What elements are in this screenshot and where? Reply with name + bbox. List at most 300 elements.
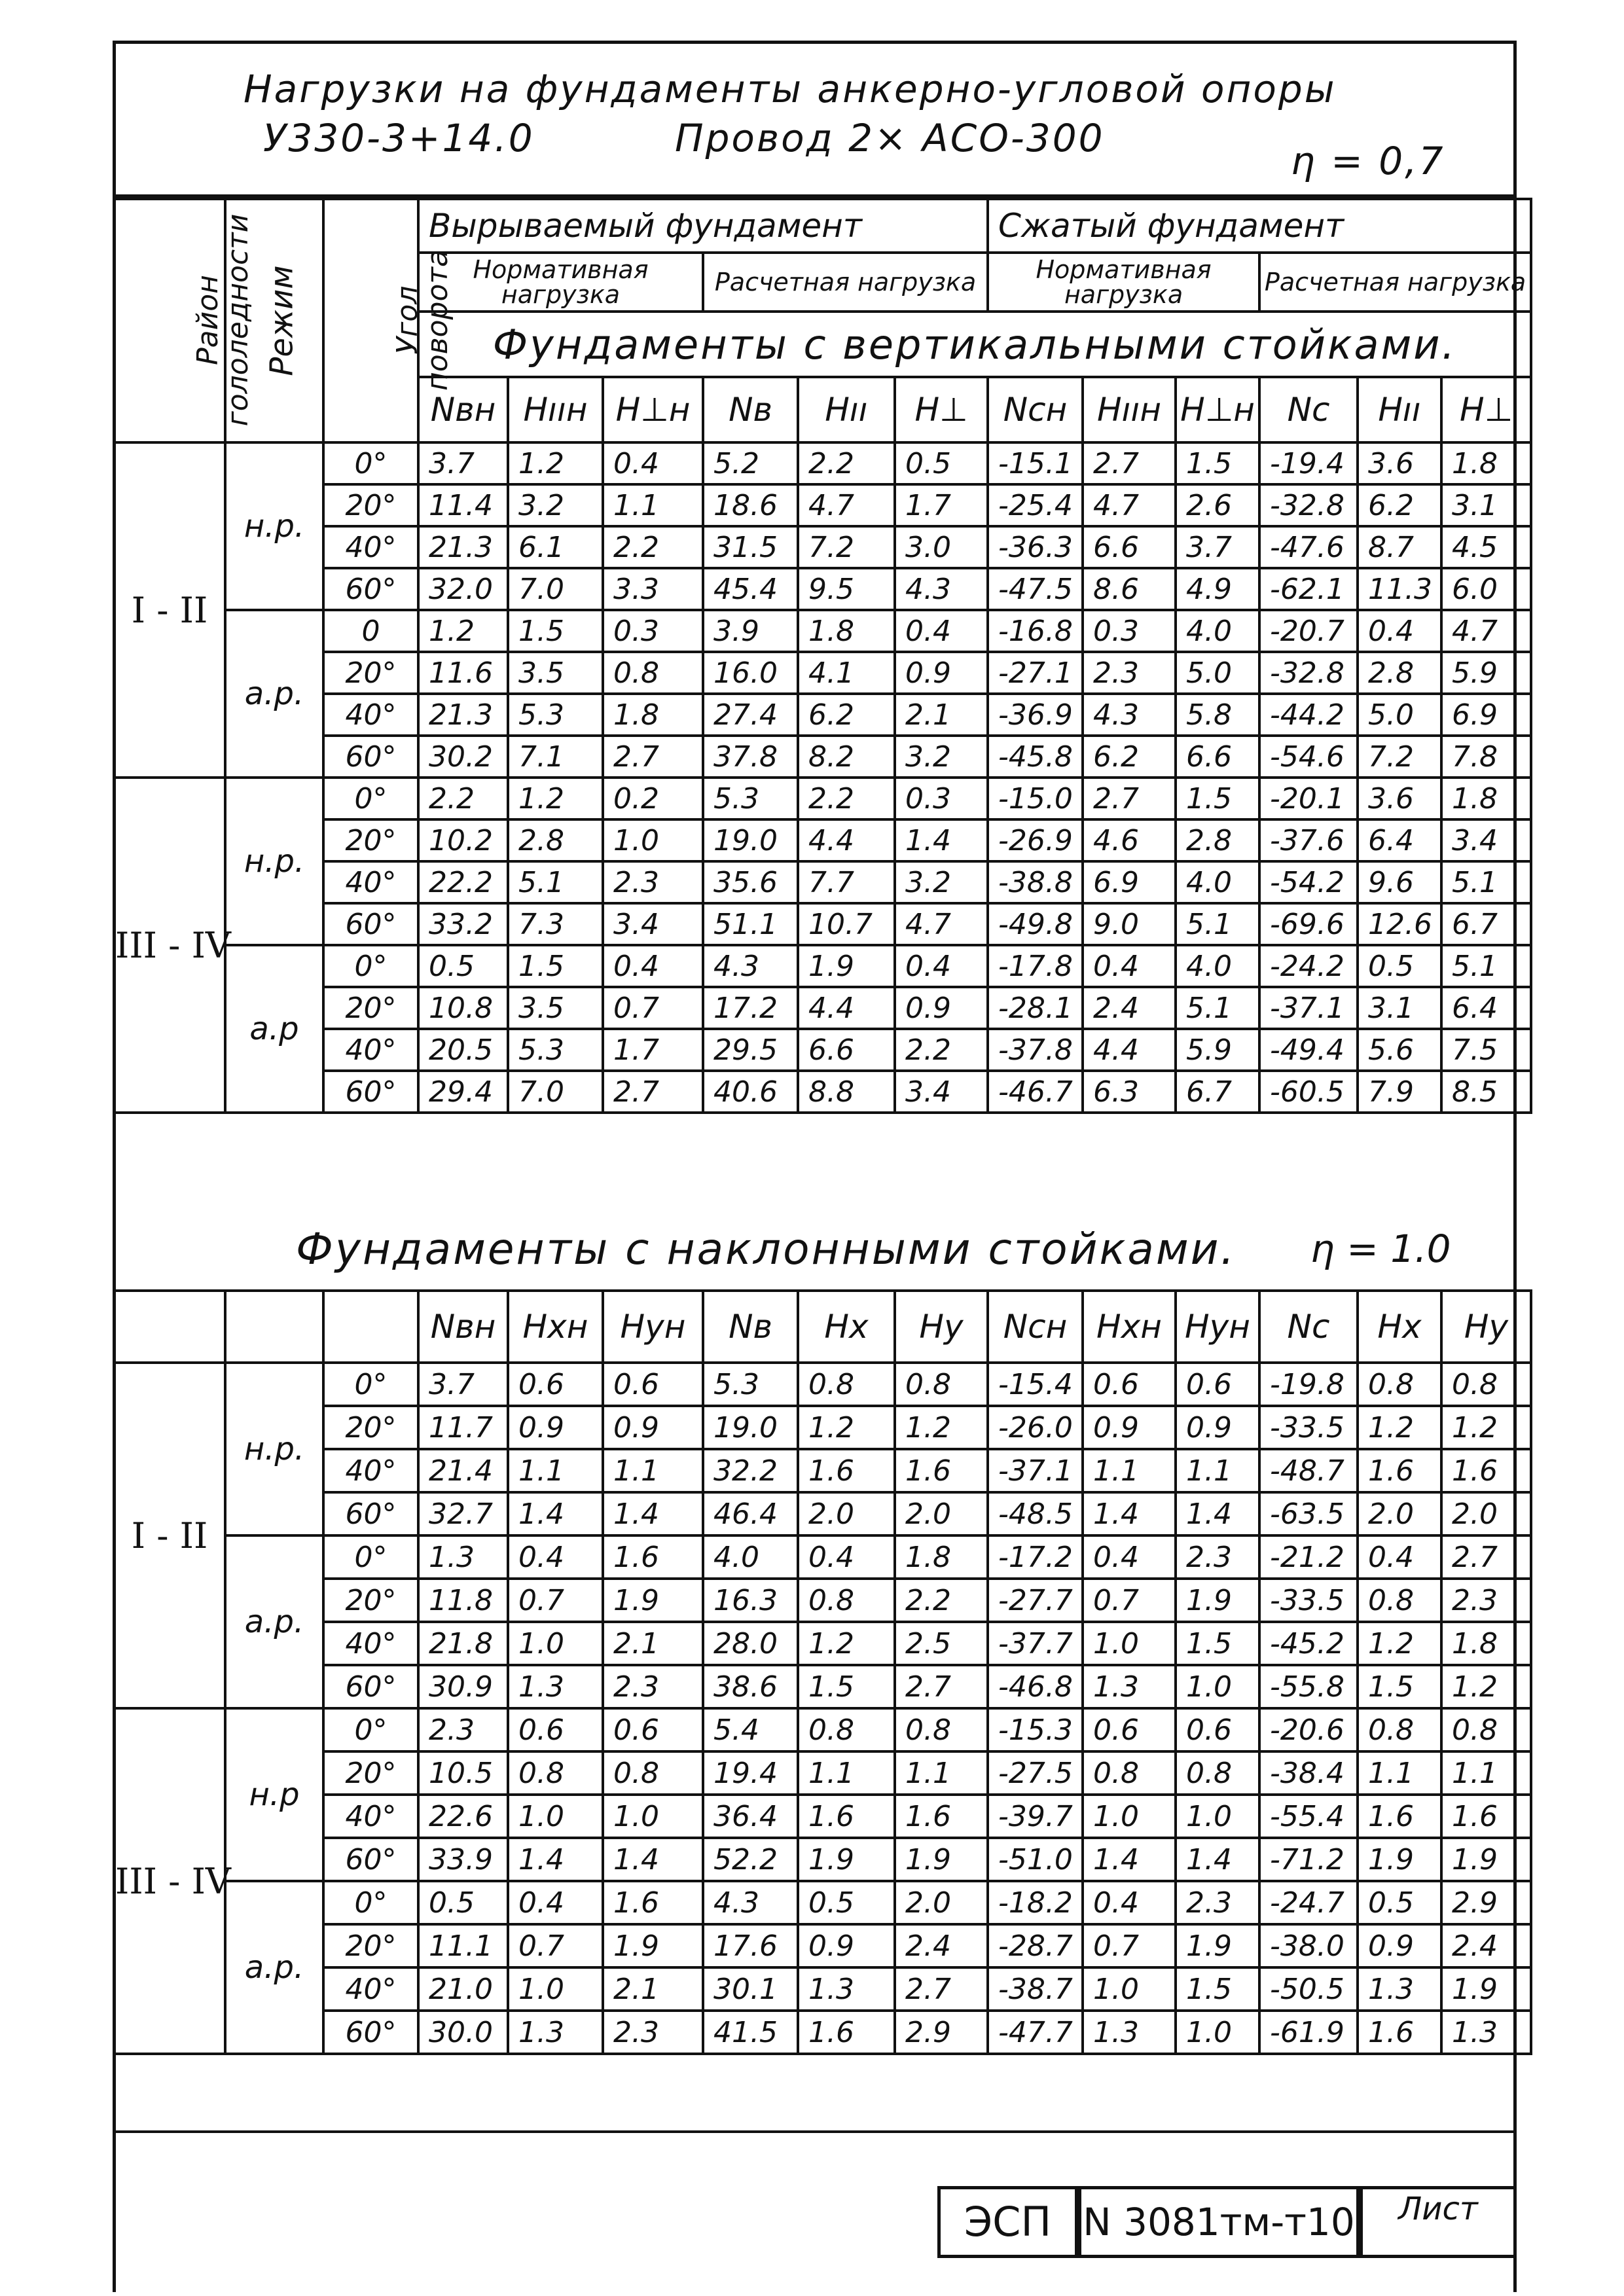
value-cell: 22.6 [418,1795,508,1838]
value-cell: 0.4 [1083,945,1176,987]
value-cell: 0.5 [418,1881,508,1924]
value-cell: -27.5 [988,1751,1083,1795]
angle-cell: 0° [323,945,418,987]
value-cell: 2.4 [895,1924,988,1967]
column-symbol: Hxн [1083,1291,1176,1363]
value-cell: 2.1 [603,1622,703,1665]
value-cell: 6.3 [1083,1071,1176,1113]
value-cell: 0.4 [603,945,703,987]
value-cell: 0.7 [603,987,703,1029]
value-cell: 2.6 [1176,484,1259,526]
value-cell: -37.1 [988,1449,1083,1492]
value-cell: 1.2 [798,1406,895,1449]
value-cell: 7.5 [1441,1029,1531,1071]
value-cell: 1.7 [603,1029,703,1071]
value-cell: 3.1 [1358,987,1441,1029]
value-cell: 1.3 [1083,1665,1176,1708]
value-cell: 11.4 [418,484,508,526]
value-cell: 0.8 [1358,1363,1441,1406]
value-cell: 1.5 [798,1665,895,1708]
value-cell: 1.9 [1358,1838,1441,1881]
compressed-foundation-header: Сжатый фундамент [988,199,1531,253]
value-cell: 2.3 [603,861,703,903]
value-cell: 1.5 [508,945,603,987]
col-region-label: Район гололедности [191,213,255,427]
table-row [114,987,1531,1029]
value-cell: 1.9 [895,1838,988,1881]
col-mode-label: Режим [263,265,300,376]
value-cell: 19.0 [703,819,798,861]
value-cell: 1.2 [508,442,603,484]
table-row [114,1363,1531,1406]
value-cell: 5.2 [703,442,798,484]
value-cell: 1.4 [508,1492,603,1535]
value-cell: 4.0 [1176,861,1259,903]
value-cell: 1.0 [1176,1665,1259,1708]
value-cell: 6.0 [1441,568,1531,610]
table-row [114,945,1531,987]
value-cell: -38.8 [988,861,1083,903]
value-cell: 30.0 [418,2011,508,2054]
value-cell: -32.8 [1259,652,1358,694]
value-cell: 4.9 [1176,568,1259,610]
table-row [114,2011,1531,2054]
table-row [114,1622,1531,1665]
value-cell: -46.8 [988,1665,1083,1708]
value-cell: 4.3 [703,945,798,987]
value-cell: 1.5 [1176,442,1259,484]
column-symbol: Hy [895,1291,988,1363]
table-row [114,1449,1531,1492]
value-cell: 4.7 [798,484,895,526]
value-cell: 3.7 [1176,526,1259,568]
value-cell: -47.7 [988,2011,1083,2054]
table-row [114,1881,1531,1924]
value-cell: 27.4 [703,694,798,736]
value-cell: 1.4 [1176,1492,1259,1535]
blank-angle-header [323,1291,418,1363]
value-cell: 0.7 [1083,1579,1176,1622]
angle-cell: 60° [323,2011,418,2054]
blank-mode-header [225,1291,323,1363]
value-cell: -26.0 [988,1406,1083,1449]
value-cell: 21.4 [418,1449,508,1492]
value-cell: 4.5 [1441,526,1531,568]
value-cell: 0.6 [1083,1363,1176,1406]
value-cell: 2.3 [1176,1881,1259,1924]
value-cell: 5.8 [1176,694,1259,736]
value-cell: 46.4 [703,1492,798,1535]
mode-label: а.р [225,945,323,1113]
value-cell: 2.7 [1083,778,1176,819]
value-cell: 1.8 [895,1535,988,1579]
angle-cell: 20° [323,1924,418,1967]
value-cell: 1.6 [603,1535,703,1579]
value-cell: 1.0 [603,1795,703,1838]
value-cell: -15.1 [988,442,1083,484]
table-row [114,1751,1531,1795]
value-cell: 2.0 [895,1492,988,1535]
value-cell: 5.6 [1358,1029,1441,1071]
value-cell: 11.3 [1358,568,1441,610]
value-cell: 1.1 [798,1751,895,1795]
value-cell: -49.8 [988,903,1083,945]
value-cell: 0.9 [1176,1406,1259,1449]
angle-cell: 20° [323,819,418,861]
value-cell: -46.7 [988,1071,1083,1113]
value-cell: 17.2 [703,987,798,1029]
mode-label: н.р. [225,1363,323,1535]
angle-cell: 20° [323,1751,418,1795]
value-cell: 5.1 [1176,987,1259,1029]
mode-label: а.р. [225,1535,323,1708]
value-cell: 21.0 [418,1967,508,2011]
value-cell: 3.4 [603,903,703,945]
value-cell: -24.7 [1259,1881,1358,1924]
value-cell: -38.4 [1259,1751,1358,1795]
value-cell: -55.8 [1259,1665,1358,1708]
value-cell: 0.5 [1358,945,1441,987]
value-cell: -48.5 [988,1492,1083,1535]
column-symbol: Hyн [1176,1291,1259,1363]
value-cell: 1.3 [1083,2011,1176,2054]
value-cell: -62.1 [1259,568,1358,610]
value-cell: 0.6 [603,1708,703,1751]
value-cell: 3.7 [418,1363,508,1406]
value-cell: 3.5 [508,987,603,1029]
value-cell: 3.2 [895,861,988,903]
angle-cell: 40° [323,526,418,568]
value-cell: 1.1 [895,1751,988,1795]
value-cell: -54.6 [1259,736,1358,778]
value-cell: 33.9 [418,1838,508,1881]
angle-cell: 0° [323,778,418,819]
value-cell: 3.4 [1441,819,1531,861]
value-cell: -20.7 [1259,610,1358,652]
angle-cell: 0° [323,1881,418,1924]
value-cell: 1.1 [1083,1449,1176,1492]
value-cell: 1.9 [798,1838,895,1881]
title-line-2: У330-3+14.0 Провод 2× АСО-300 [263,116,1105,160]
value-cell: -50.5 [1259,1967,1358,2011]
value-cell: 1.6 [798,2011,895,2054]
value-cell: 2.9 [895,2011,988,2054]
calculated-load-header: Расчетная нагрузка [703,253,988,312]
col-angle-header [323,199,454,442]
value-cell: -26.9 [988,819,1083,861]
value-cell: 8.8 [798,1071,895,1113]
value-cell: -61.9 [1259,2011,1358,2054]
angle-cell: 20° [323,987,418,1029]
value-cell: 51.1 [703,903,798,945]
value-cell: 0.3 [1083,610,1176,652]
value-cell: 1.5 [1176,1622,1259,1665]
value-cell: 1.8 [1441,778,1531,819]
value-cell: 6.6 [798,1029,895,1071]
column-symbol: Nc [1259,1291,1358,1363]
value-cell: 1.2 [1441,1665,1531,1708]
value-cell: 3.7 [418,442,508,484]
value-cell: 0.4 [895,610,988,652]
angle-cell: 0° [323,1535,418,1579]
eta-coefficient: η = 0,7 [1291,139,1445,183]
value-cell: 1.2 [798,1622,895,1665]
column-symbol: Nвн [418,1291,508,1363]
value-cell: -69.6 [1259,903,1358,945]
value-cell: 2.2 [895,1029,988,1071]
value-cell: 0.8 [1358,1708,1441,1751]
value-cell: 0.8 [1358,1579,1441,1622]
inclined-posts-band [113,1217,1517,1289]
value-cell: 1.4 [1176,1838,1259,1881]
value-cell: 2.2 [798,442,895,484]
value-cell: 3.3 [603,568,703,610]
table-row [114,610,1531,652]
value-cell: 1.1 [1358,1751,1441,1795]
angle-cell: 20° [323,652,418,694]
inclined-posts-title: Фундаменты с наклонными стойками. [296,1224,1236,1274]
value-cell: 0.7 [508,1579,603,1622]
value-cell: 0.8 [508,1751,603,1795]
value-cell: 1.4 [1083,1492,1176,1535]
value-cell: -37.8 [988,1029,1083,1071]
column-symbol: Nвн [418,377,508,442]
value-cell: 9.0 [1083,903,1176,945]
value-cell: 2.4 [1441,1924,1531,1967]
value-cell: 0.8 [1176,1751,1259,1795]
value-cell: 40.6 [703,1071,798,1113]
table-row [114,1406,1531,1449]
value-cell: 4.3 [1083,694,1176,736]
value-cell: 4.4 [1083,1029,1176,1071]
stamp-doc-number: N 3081тм-т10 [1078,2186,1360,2258]
table-row [114,778,1531,819]
value-cell: 0.5 [418,945,508,987]
value-cell: 0.4 [895,945,988,987]
value-cell: 7.3 [508,903,603,945]
value-cell: 9.6 [1358,861,1441,903]
value-cell: 1.1 [1176,1449,1259,1492]
value-cell: 0.6 [508,1708,603,1751]
value-cell: 1.0 [508,1622,603,1665]
value-cell: 0.7 [1083,1924,1176,1967]
value-cell: 0.5 [895,442,988,484]
table-row [114,1492,1531,1535]
value-cell: 0.8 [798,1363,895,1406]
value-cell: 2.5 [895,1622,988,1665]
value-cell: 35.6 [703,861,798,903]
angle-cell: 60° [323,736,418,778]
value-cell: 1.8 [798,610,895,652]
value-cell: 16.3 [703,1579,798,1622]
mode-label: а.р. [225,610,323,778]
value-cell: 2.3 [1441,1579,1531,1622]
angle-cell: 60° [323,1838,418,1881]
value-cell: 7.7 [798,861,895,903]
mode-label: н.р [225,1708,323,1881]
value-cell: -24.2 [1259,945,1358,987]
value-cell: 2.3 [1176,1535,1259,1579]
value-cell: 2.0 [798,1492,895,1535]
angle-cell: 40° [323,694,418,736]
table-row [114,736,1531,778]
value-cell: 4.0 [703,1535,798,1579]
value-cell: 2.7 [603,1071,703,1113]
value-cell: 5.0 [1358,694,1441,736]
value-cell: -28.1 [988,987,1083,1029]
value-cell: 1.0 [1176,2011,1259,2054]
column-symbol: H⊥н [603,377,703,442]
value-cell: 0.7 [508,1924,603,1967]
value-cell: 16.0 [703,652,798,694]
value-cell: -37.6 [1259,819,1358,861]
value-cell: 2.7 [1441,1535,1531,1579]
value-cell: 1.0 [508,1967,603,2011]
value-cell: 5.3 [508,1029,603,1071]
table-row [114,1665,1531,1708]
value-cell: 2.2 [603,526,703,568]
table-row [114,1924,1531,1967]
value-cell: 1.5 [1176,1967,1259,2011]
table-row [114,1967,1531,2011]
value-cell: 6.4 [1441,987,1531,1029]
value-cell: 0.9 [1083,1406,1176,1449]
angle-cell: 40° [323,1622,418,1665]
value-cell: -15.4 [988,1363,1083,1406]
region-label: III - IV [114,778,225,1113]
value-cell: -19.4 [1259,442,1358,484]
value-cell: 1.9 [798,945,895,987]
value-cell: 0.9 [603,1406,703,1449]
value-cell: 1.9 [1176,1579,1259,1622]
value-cell: 5.3 [703,778,798,819]
value-cell: 2.0 [895,1881,988,1924]
value-cell: 29.5 [703,1029,798,1071]
angle-cell: 20° [323,1579,418,1622]
value-cell: -37.7 [988,1622,1083,1665]
column-symbol: Hıı [798,377,895,442]
inclined-posts-table [113,1289,1532,2055]
value-cell: 4.4 [798,987,895,1029]
normative-load-header: Нормативная нагрузка [988,253,1259,312]
value-cell: -17.2 [988,1535,1083,1579]
value-cell: 37.8 [703,736,798,778]
value-cell: 1.3 [508,2011,603,2054]
value-cell: 28.0 [703,1622,798,1665]
angle-cell: 60° [323,1492,418,1535]
value-cell: 2.3 [1083,652,1176,694]
value-cell: 2.3 [603,1665,703,1708]
value-cell: -49.4 [1259,1029,1358,1071]
angle-cell: 0° [323,442,418,484]
value-cell: 31.5 [703,526,798,568]
value-cell: 1.4 [603,1838,703,1881]
value-cell: 1.0 [508,1795,603,1838]
value-cell: 4.6 [1083,819,1176,861]
value-cell: 3.5 [508,652,603,694]
title-block [113,41,1517,198]
value-cell: -21.2 [1259,1535,1358,1579]
blank-region-header [114,1291,225,1363]
table-row [114,526,1531,568]
value-cell: 4.3 [703,1881,798,1924]
pulled-foundation-header: Вырываемый фундамент [418,199,988,253]
value-cell: -20.1 [1259,778,1358,819]
value-cell: -28.7 [988,1924,1083,1967]
table-row [114,484,1531,526]
value-cell: 0.6 [508,1363,603,1406]
value-cell: 3.6 [1358,778,1441,819]
value-cell: 32.2 [703,1449,798,1492]
table-row [114,819,1531,861]
value-cell: 21.3 [418,694,508,736]
value-cell: 1.4 [508,1838,603,1881]
value-cell: 2.3 [418,1708,508,1751]
value-cell: 0.5 [1358,1881,1441,1924]
value-cell: 3.4 [895,1071,988,1113]
value-cell: 6.1 [508,526,603,568]
value-cell: -27.7 [988,1579,1083,1622]
value-cell: 0.8 [895,1363,988,1406]
value-cell: 10.8 [418,987,508,1029]
value-cell: 6.6 [1176,736,1259,778]
value-cell: 0.6 [1176,1708,1259,1751]
table-row [114,568,1531,610]
value-cell: 0.9 [798,1924,895,1967]
value-cell: 1.1 [1441,1751,1531,1795]
value-cell: -16.8 [988,610,1083,652]
value-cell: 1.4 [1083,1838,1176,1881]
value-cell: 1.2 [508,778,603,819]
value-cell: 2.2 [418,778,508,819]
column-symbol: Hyн [603,1291,703,1363]
value-cell: 1.6 [603,1881,703,1924]
mode-label: н.р. [225,778,323,945]
value-cell: 1.9 [1441,1838,1531,1881]
value-cell: 6.7 [1176,1071,1259,1113]
mode-label: н.р. [225,442,323,610]
value-cell: 7.0 [508,1071,603,1113]
value-cell: 45.4 [703,568,798,610]
value-cell: 1.6 [1358,2011,1441,2054]
value-cell: 0.4 [603,442,703,484]
value-cell: -54.2 [1259,861,1358,903]
value-cell: 0.9 [1358,1924,1441,1967]
region-label: I - II [114,1363,225,1708]
value-cell: 0.4 [508,1881,603,1924]
value-cell: 1.6 [798,1449,895,1492]
value-cell: 1.7 [895,484,988,526]
value-cell: 4.1 [798,652,895,694]
column-symbol: Nсн [988,1291,1083,1363]
value-cell: 3.2 [508,484,603,526]
value-cell: 4.7 [1083,484,1176,526]
value-cell: -39.7 [988,1795,1083,1838]
column-symbol: Hy [1441,1291,1531,1363]
value-cell: 6.2 [1358,484,1441,526]
value-cell: -15.3 [988,1708,1083,1751]
value-cell: 5.3 [508,694,603,736]
table-row [114,1535,1531,1579]
value-cell: 1.3 [1358,1967,1441,2011]
value-cell: 11.8 [418,1579,508,1622]
value-cell: 8.6 [1083,568,1176,610]
column-symbol: H⊥ [1441,377,1531,442]
value-cell: 5.9 [1176,1029,1259,1071]
value-cell: 0.9 [895,652,988,694]
value-cell: -32.8 [1259,484,1358,526]
value-cell: 1.9 [1441,1967,1531,2011]
